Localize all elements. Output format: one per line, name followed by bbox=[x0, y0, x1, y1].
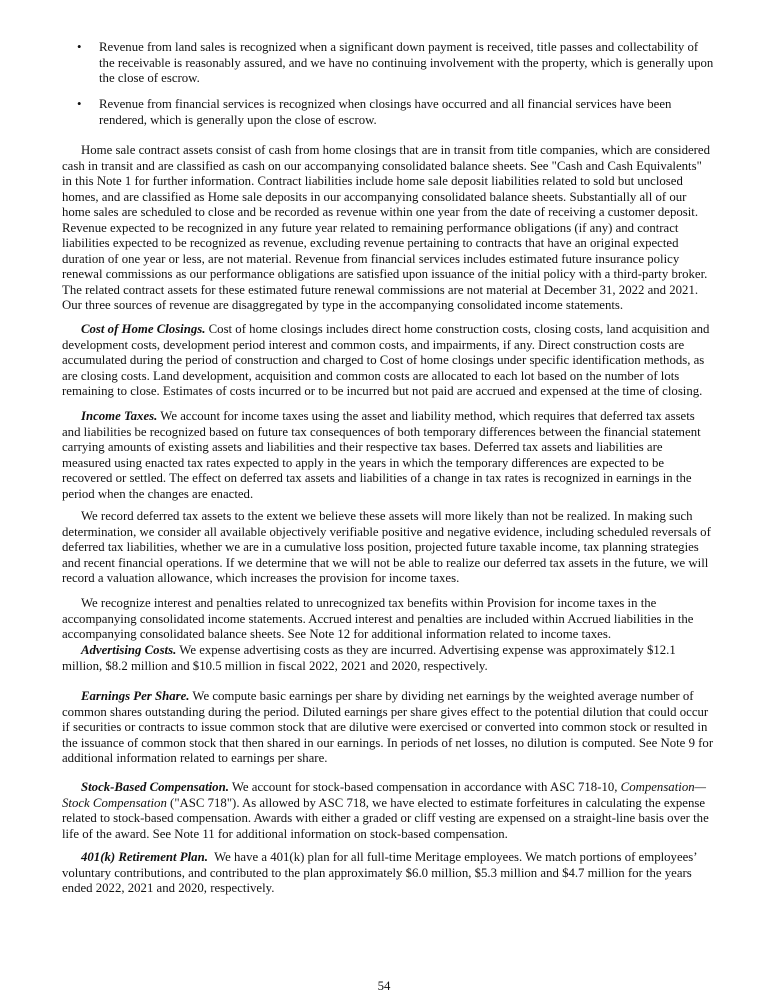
page-number: 54 bbox=[377, 979, 391, 993]
standard-title: Compensation—Stock Compensation bbox=[62, 780, 706, 810]
paragraph-body: We expense advertising costs as they are incurred. Advertising expense was approximately $12.1 million, $8.2 million and $10.5 million in fiscal 2022, 2021 and 2020, respectively. bbox=[62, 643, 676, 673]
paragraph-401k-plan bbox=[62, 850, 714, 897]
paragraph-body: ("ASC 718"). As allowed by ASC 718, we have elected to estimate forfeitures in calculating the expense related to stock-based compensation. Awards with either a graded or cliff vesting are expensed on a straight-line basis over the life of the award. See Note 11 for additional information on stock-based compensation. bbox=[62, 795, 709, 841]
bullet-text: Revenue from land sales is recognized when a significant down payment is received, title passes and collectability of the receivable is reasonably assured, and we have no continuing involvement with the property, which is generally upon the close of escrow. bbox=[99, 40, 714, 85]
bullet-item-land-sales bbox=[77, 40, 714, 87]
bullet-icon: • bbox=[77, 40, 82, 54]
bullet-text: Revenue from financial services is recognized when closings have occurred and all financial services have been rendered, which is generally upon the close of escrow. bbox=[99, 97, 672, 127]
paragraph-body: We account for income taxes using the asset and liability method, which requires that deferred tax assets and liabilities be recognized based on future tax consequences of both temporary differences between the financial statement carrying amounts of existing assets and liabilities and their respective tax bases. Deferred tax assets and liabilities are measured using enacted tax rates expected to apply in the years in which the temporary differences are expected to be recovered or settled. The effect on deferred tax assets and liabilities of a change in tax rates is recognized in earnings in the period when the changes are enacted. bbox=[62, 409, 701, 501]
bullet-icon: • bbox=[77, 97, 82, 111]
paragraph-body: Cost of home closings includes direct home construction costs, closing costs, land acquisition and development costs, development period interest and common costs, and impairments, if any. Direct construction costs are accumulated during the period of construction and charged to Cost of home closings under specific identification methods, as are closing costs. Land development, acquisition and common costs are allocated to each lot based on the number of lots remaining to close. Estimates of costs incurred or to be incurred but not paid are accrued and expensed at the time of closing. bbox=[62, 322, 710, 398]
paragraph-advertising-costs bbox=[62, 643, 714, 674]
paragraph-interest-penalties: We recognize interest and penalties related to unrecognized tax benefits within Provision for income taxes in the accompanying consolidated income statements. Accrued interest and penalties are included within Accrued liabilities in the accompanying consolidated balance sheets. See Note 12 for additional information related to income taxes. bbox=[62, 596, 694, 641]
paragraph-deferred-tax: We record deferred tax assets to the extent we believe these assets will more likely than not be realized. In making such determination, we consider all available objectively verifiable positive and negative evidence, including scheduled reversals of deferred tax liabilities, whether we are in a cumulative loss position, projected future taxable income, tax planning strategies and recent financial operations. If we determine that we will not be able to realize our deferred tax assets in the future, we will record a valuation allowance, which increases the provision for income taxes. bbox=[62, 509, 711, 585]
paragraph-contract-assets: Home sale contract assets consist of cash from home closings that are in transit from title companies, which are considered cash in transit and are classified as cash on our accompanying consolidated balance sheets. See "Cash and Cash Equivalents" in this Note 1 for further information. Contract liabilities include home sale deposit liabilities related to sold but unclosed homes, and are classified as Home sale deposits in our accompanying consolidated balance sheets. Substantially all of our home sales are scheduled to close and be recorded as revenue within one year from the date of receiving a customer deposit. Revenue expected to be recognized in any future year related to remaining performance obligations (if any) and contract liabilities expected to be recognized as revenue, excluding revenue pertaining to contracts that have an original expected duration of one year or less, are not material. Revenue from financial services includes estimated future insurance policy renewal commissions as our performance obligations are satisfied upon issuance of the initial policy with a third-party broker. The related contract assets for these estimated future renewal commissions are not material at December 31, 2022 and 2021. Our three sources of revenue are disaggregated by type in the accompanying consolidated income statements. bbox=[62, 143, 710, 312]
paragraph-body: We account for stock-based compensation in accordance with ASC 718-10, bbox=[228, 780, 621, 794]
section-heading: Cost of Home Closings. bbox=[81, 322, 206, 336]
section-heading: 401(k) Retirement Plan. bbox=[81, 850, 208, 864]
paragraph-body: We compute basic earnings per share by dividing net earnings by the weighted average number of common shares outstanding during the period. Diluted earnings per share gives effect to the potential dilution that could occur if securities or contracts to issue common stock that are dilutive were exercised or converted into common stock or resulted in the issuance of common stock that then shared in our earnings. In periods of net losses, no dilution is computed. See Note 9 for additional information related to earnings per share. bbox=[62, 689, 714, 765]
section-heading: Advertising Costs. bbox=[81, 643, 177, 657]
bullet-item-financial-services bbox=[77, 97, 714, 128]
section-heading: Income Taxes. bbox=[81, 409, 158, 423]
paragraph-cost-of-home-closings bbox=[62, 322, 714, 400]
paragraph-income-taxes bbox=[62, 409, 714, 502]
section-heading: Stock-Based Compensation. bbox=[81, 780, 229, 794]
paragraph-stock-based-compensation bbox=[62, 780, 714, 842]
paragraph-body: We have a 401(k) plan for all full-time Meritage employees. We match portions of employees’ voluntary contributions, and contributed to the plan approximately $6.0 million, $5.3 million and $4.7 million for the years ended 2022, 2021 and 2020, respectively. bbox=[62, 850, 700, 895]
section-heading: Earnings Per Share. bbox=[81, 689, 190, 703]
paragraph-earnings-per-share bbox=[62, 689, 714, 767]
